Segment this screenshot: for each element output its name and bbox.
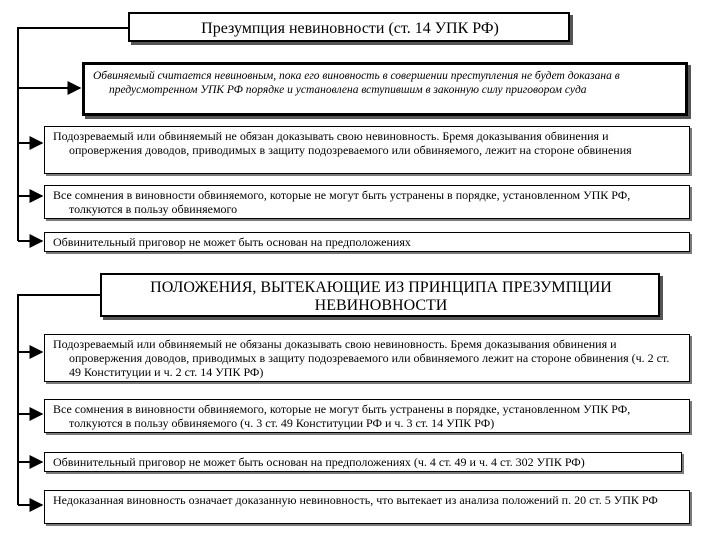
- section1-item-3: Обвинительный приговор не может быть основан на предположениях: [44, 232, 690, 252]
- section2-item-2: Все сомнения в виновности обвиняемого, которые не могут быть устранены в порядке, установленном УПК РФ, толкуются в пользу обвиняемого (ч. 3 ст. 49 Конституции РФ и ч. 3 ст. 14 УПК РФ): [44, 399, 690, 433]
- section1-item-1: Подозреваемый или обвиняемый не обязан доказывать свою невиновность. Бремя доказывания обвинения и опровержения доводов, приводимых в защиту подозреваемого или обвиняемого, лежит на стороне обвинения: [44, 126, 690, 174]
- section2-item-3: Обвинительный приговор не может быть основан на предположениях (ч. 4 ст. 49 и ч. 4 ст. 302 УПК РФ): [44, 452, 682, 472]
- section2-item-1: Подозреваемый или обвиняемый не обязаны доказывать свою невиновность. Бремя доказывания обвинения и опровержения доводов, приводимых в защиту подозреваемого или обвиняемого лежит на стороне обвинения (ч. 2 ст. 49 Конституции и ч. 2 ст. 14 УПК РФ): [44, 334, 690, 382]
- section2-title: ПОЛОЖЕНИЯ, ВЫТЕКАЮЩИЕ ИЗ ПРИНЦИПА ПРЕЗУМПЦИИ НЕВИНОВНОСТИ: [100, 273, 660, 317]
- section2-item-4: Недоказанная виновность означает доказанную невиновность, что вытекает из анализа положений п. 20 ст. 5 УПК РФ: [44, 490, 690, 524]
- section1-item-2: Все сомнения в виновности обвиняемого, которые не могут быть устранены в порядке, установленном УПК РФ, толкуются в пользу обвиняемого: [44, 185, 690, 219]
- definition-box: Обвиняемый считается невиновным, пока его виновность в совершении преступления не будет доказана в предусмотренном УПК РФ порядке и установлена вступившим в законную силу приговором суда: [82, 62, 688, 116]
- section1-title: Презумпция невиновности (ст. 14 УПК РФ): [128, 12, 570, 42]
